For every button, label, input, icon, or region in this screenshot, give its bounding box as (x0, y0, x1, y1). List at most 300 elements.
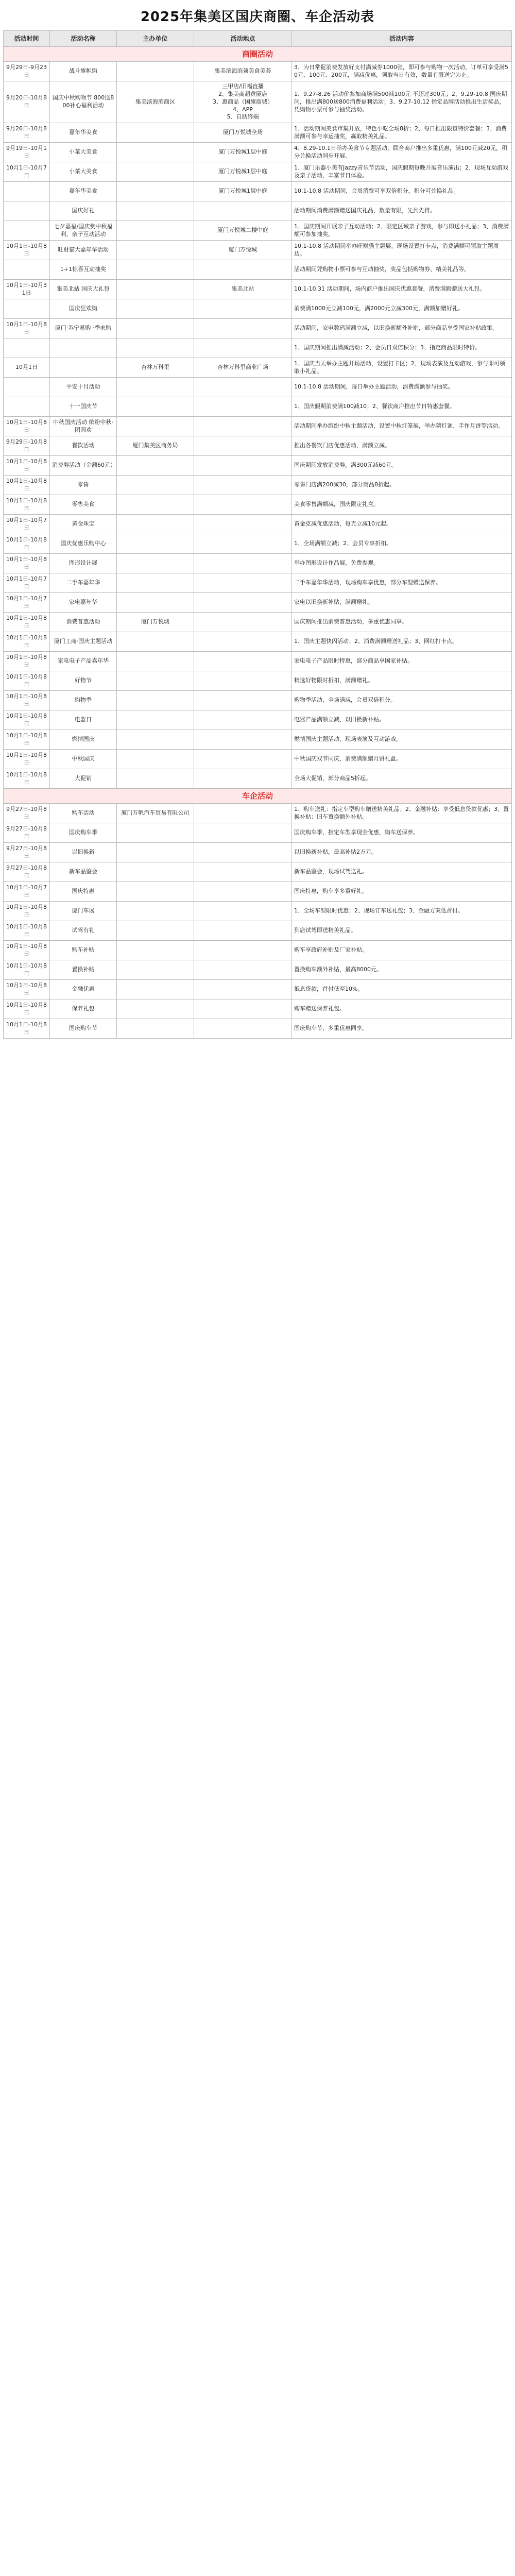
cell-time: 10月1日-10月8日 (4, 652, 50, 671)
cell-content: 10.1-10.8 活动期间，会员消费可享双倍积分，积分可兑换礼品。 (292, 182, 512, 201)
table-row (4, 862, 512, 882)
cell-content: 国庆购车季，指定车型享现金优惠，购车送保养。 (292, 823, 512, 843)
cell-org (117, 241, 194, 260)
cell-org: 厦门万悦城 (117, 613, 194, 632)
cell-time: 9月27日-10月8日 (4, 804, 50, 823)
cell-place (194, 902, 292, 921)
cell-place (194, 299, 292, 319)
cell-org (117, 182, 194, 201)
table-row (4, 81, 512, 123)
cell-time: 10月1日-10月8日 (4, 319, 50, 338)
cell-time: 10月1日-10月8日 (4, 613, 50, 632)
header-name: 活动名称 (50, 31, 117, 47)
cell-time: 10月1日-10月8日 (4, 241, 50, 260)
cell-org (117, 476, 194, 495)
table-row (4, 652, 512, 671)
cell-name: 国庆特惠 (50, 882, 117, 902)
cell-name (50, 358, 117, 378)
cell-name: 零售美食 (50, 495, 117, 515)
cell-place (194, 750, 292, 769)
cell-time: 10月1日-10月8日 (4, 554, 50, 573)
cell-content: 购物季活动，全场满减，会员双倍积分。 (292, 691, 512, 710)
cell-org (117, 456, 194, 476)
table-row (4, 710, 512, 730)
cell-name: 零售 (50, 476, 117, 495)
cell-content: 推出各餐饮门店优惠活动，满额立减。 (292, 436, 512, 456)
cell-content: 举办图形设计作品展，免费参观。 (292, 554, 512, 573)
cell-time: 9月27日-10月8日 (4, 862, 50, 882)
cell-name: 消费普惠活动 (50, 613, 117, 632)
cell-name: 电器日 (50, 710, 117, 730)
table-row (4, 613, 512, 632)
page-title: 2025年集美区国庆商圈、车企活动表 (140, 9, 375, 25)
cell-place (194, 534, 292, 554)
cell-org (117, 823, 194, 843)
cell-org (117, 882, 194, 902)
cell-time: 10月1日-10月8日 (4, 902, 50, 921)
cell-place (194, 652, 292, 671)
table-row (4, 902, 512, 921)
cell-content: 国庆购车节，多重优惠同享。 (292, 1019, 512, 1039)
cell-time: 10月1日-10月7日 (4, 882, 50, 902)
cell-content: 活动期间举办缤纷中秋主题活动，设置中秋灯笼展，举办猜灯谜、手作月饼等活动。 (292, 417, 512, 436)
header-time: 活动时间 (4, 31, 50, 47)
cell-name: 图形设计展 (50, 554, 117, 573)
cell-content: 1、全场车型限时优惠；2、现场订车送礼包；3、金融方案低首付。 (292, 902, 512, 921)
cell-time (4, 378, 50, 397)
cell-name: 燃情国庆 (50, 730, 117, 750)
cell-time: 10月1日-10月8日 (4, 632, 50, 652)
table-row (4, 280, 512, 299)
cell-content: 10.1-10.8 活动期间举办旺财猫主题展，现场设置打卡点，消费满额可领取主题周边。 (292, 241, 512, 260)
cell-name: 保养礼包 (50, 999, 117, 1019)
cell-place (194, 397, 292, 417)
cell-time: 9月27日-10月8日 (4, 843, 50, 862)
cell-name: 黄金珠宝 (50, 515, 117, 534)
cell-org: 厦门万帆汽车贸易有限公司 (117, 804, 194, 823)
cell-place (194, 554, 292, 573)
cell-time: 10月1日-10月7日 (4, 593, 50, 613)
cell-content: 消费满1000元立减100元，满2000元立减300元，满额加赠好礼。 (292, 299, 512, 319)
cell-org (117, 921, 194, 941)
cell-org (117, 862, 194, 882)
cell-org (117, 671, 194, 691)
table-row (4, 593, 512, 613)
cell-name: 集美北站 国庆大礼包 (50, 280, 117, 299)
cell-content: 新车品鉴会，现场试驾送礼。 (292, 862, 512, 882)
cell-org (117, 162, 194, 182)
table-row (4, 999, 512, 1019)
cell-content: 到店试驾即送精美礼品。 (292, 921, 512, 941)
cell-name: 厦门·苏宁易购 ·季末购 (50, 319, 117, 338)
cell-time: 10月1日-10月8日 (4, 980, 50, 999)
cell-content: 1、活动期间美食市集开放，特色小吃全场8折；2、每日推出限量特价套餐；3、消费满额可参与幸运抽奖，赢取精美礼品。 (292, 123, 512, 143)
cell-org (117, 495, 194, 515)
cell-org (117, 750, 194, 769)
table-row (4, 882, 512, 902)
cell-content: 燃情国庆主题活动，现场表演及互动游戏。 (292, 730, 512, 750)
cell-content: 1、国庆当天举办主题开场活动，设置打卡区；2、现场表演及互动游戏，参与即可领取小礼品。 (292, 358, 512, 378)
table-row (4, 201, 512, 221)
table-row (4, 515, 512, 534)
cell-time: 10月1日-10月7日 (4, 515, 50, 534)
cell-place (194, 710, 292, 730)
cell-name: 国庆好礼 (50, 201, 117, 221)
cell-name: 二手车嘉年华 (50, 573, 117, 593)
cell-time (4, 182, 50, 201)
cell-name: 战斗旗帜购 (50, 62, 117, 81)
cell-time (4, 299, 50, 319)
cell-content: 二手车嘉年华活动，现场购车享优惠，部分车型赠送保养。 (292, 573, 512, 593)
cell-place: 集美北站 (194, 280, 292, 299)
cell-place (194, 632, 292, 652)
cell-content: 1、国庆期间开展亲子互动活动；2、限定区域亲子游戏，参与即送小礼品；3、消费满额可参加抽奖。 (292, 221, 512, 241)
table-row (4, 143, 512, 162)
cell-content: 国庆期间发放消费券，满300元减60元。 (292, 456, 512, 476)
cell-name: 新车品鉴会 (50, 862, 117, 882)
cell-name: 厦门工商·国庆主题活动 (50, 632, 117, 652)
cell-place (194, 999, 292, 1019)
cell-org (117, 338, 194, 358)
cell-org (117, 534, 194, 554)
cell-org: 杏林万科里 (117, 358, 194, 378)
cell-place (194, 823, 292, 843)
cell-content: 3、为日常促消费发放好支付滿减券1000张，即可参与购物一次活动，订单可享受满50元、100元、200元，满减优惠，领取当日有效，数量有限送完为止。 (292, 62, 512, 81)
cell-time: 10月1日-10月8日 (4, 534, 50, 554)
cell-content: 黄金克减优惠活动，每克立减10元起。 (292, 515, 512, 534)
cell-org (117, 573, 194, 593)
cell-place (194, 921, 292, 941)
cell-name: 1+1惊喜互动抽奖 (50, 260, 117, 280)
cell-org (117, 201, 194, 221)
cell-org (117, 397, 194, 417)
cell-content: 活动期间凭购物小票可参与互动抽奖，奖品包括购物券、精美礼品等。 (292, 260, 512, 280)
cell-time: 10月1日-10月8日 (4, 999, 50, 1019)
cell-name: 国庆优惠乐购中心 (50, 534, 117, 554)
cell-time: 10月1日-10月8日 (4, 495, 50, 515)
table-row (4, 980, 512, 999)
table-row (4, 573, 512, 593)
cell-content: 1、厦门乐器小美有Jazzy音乐节活动，国庆假期每晚开展音乐演出；2、现场互动游戏及亲子活动，丰富节日体验。 (292, 162, 512, 182)
cell-name: 金融优惠 (50, 980, 117, 999)
cell-content: 1、9.27-8.26 活动价参加商场满500减100元 不超过300元；2、9.29-10.8 国庆期间，推出满800送800消费福利活动；3、9.27-10.12 指定品牌活动推出生活奖品，凭购物小票可参与抽奖活动。 (292, 81, 512, 123)
activity-table (3, 30, 512, 1039)
cell-org (117, 299, 194, 319)
table-row (4, 804, 512, 823)
table-row (4, 182, 512, 201)
cell-place (194, 882, 292, 902)
cell-name: 好物节 (50, 671, 117, 691)
cell-time: 10月1日-10月8日 (4, 769, 50, 789)
cell-org (117, 319, 194, 338)
cell-time: 10月1日-10月31日 (4, 280, 50, 299)
cell-name: 嘉年华美食 (50, 123, 117, 143)
table-header-row (4, 31, 512, 47)
cell-name: 嘉年华美食 (50, 182, 117, 201)
cell-place: 厦门万悦城1层中庭 (194, 143, 292, 162)
table-row (4, 417, 512, 436)
cell-time: 9月20日-10月8日 (4, 81, 50, 123)
cell-place: 集美滨海滨兼美食美荟 (194, 62, 292, 81)
cell-org (117, 999, 194, 1019)
cell-content: 活动期间消费满额赠送国庆礼品，数量有限，先到先得。 (292, 201, 512, 221)
cell-place (194, 941, 292, 960)
cell-org (117, 941, 194, 960)
cell-org (117, 691, 194, 710)
cell-content: 1、购车送礼：指定车型购车赠送精美礼品；2、金融补贴：享受低息贷款优惠；3、置换补贴：旧车置换额外补贴。 (292, 804, 512, 823)
cell-time (4, 221, 50, 241)
table-row (4, 843, 512, 862)
cell-place (194, 495, 292, 515)
table-row (4, 299, 512, 319)
cell-time: 10月1日-10月8日 (4, 417, 50, 436)
cell-name: 消费券活动（金额60元） (50, 456, 117, 476)
table-row (4, 554, 512, 573)
table-row (4, 456, 512, 476)
cell-content: 10.1-10.8 活动期间，每日举办主题活动，消费满额参与抽奖。 (292, 378, 512, 397)
cell-time: 10月1日-10月8日 (4, 476, 50, 495)
cell-time: 9月19日-10月1日 (4, 143, 50, 162)
table-row (4, 260, 512, 280)
cell-name (50, 338, 117, 358)
cell-name: 家电嘉年华 (50, 593, 117, 613)
cell-place: 厦门万悦城全场 (194, 123, 292, 143)
table-row (4, 941, 512, 960)
cell-name: 国庆购车节 (50, 1019, 117, 1039)
cell-org: 厦门集美区商务局 (117, 436, 194, 456)
cell-place: 杏林万科里商业广场 (194, 358, 292, 378)
cell-place (194, 613, 292, 632)
cell-time: 10月1日 (4, 358, 50, 378)
cell-place (194, 804, 292, 823)
cell-org (117, 902, 194, 921)
cell-org (117, 1019, 194, 1039)
cell-content: 中秋国庆双节同庆，消费满额赠月饼礼盒。 (292, 750, 512, 769)
cell-content: 1、国庆假期消费满100减10；2、餐饮商户推出节日特惠套餐。 (292, 397, 512, 417)
table-row (4, 221, 512, 241)
cell-place (194, 417, 292, 436)
table-row (4, 632, 512, 652)
cell-content: 1、国庆主题快闪活动；2、消费满额赠送礼品；3、网红打卡点。 (292, 632, 512, 652)
cell-name: 以旧换新 (50, 843, 117, 862)
cell-org (117, 417, 194, 436)
cell-org (117, 710, 194, 730)
cell-content: 以旧换新补贴，最高补贴2万元。 (292, 843, 512, 862)
section-label: 商圈活动 (4, 47, 512, 62)
cell-org (117, 554, 194, 573)
table-row (4, 534, 512, 554)
cell-place (194, 436, 292, 456)
cell-place (194, 573, 292, 593)
table-row (4, 162, 512, 182)
cell-org (117, 769, 194, 789)
cell-org (117, 62, 194, 81)
cell-place (194, 1019, 292, 1039)
cell-time (4, 338, 50, 358)
table-row (4, 1019, 512, 1039)
cell-place (194, 691, 292, 710)
cell-content: 零售门店满200减30，部分商品8折起。 (292, 476, 512, 495)
table-row (4, 960, 512, 980)
cell-time: 10月1日-10月8日 (4, 710, 50, 730)
cell-time: 9月29日-9月23日 (4, 62, 50, 81)
cell-place (194, 960, 292, 980)
cell-time: 9月27日-10月8日 (4, 823, 50, 843)
cell-name: 小菜大美食 (50, 143, 117, 162)
cell-place (194, 593, 292, 613)
cell-time: 10月1日-10月8日 (4, 691, 50, 710)
cell-content: 置换购车额外补贴，最高8000元。 (292, 960, 512, 980)
table-row (4, 62, 512, 81)
cell-content: 国庆特惠，购车享多重好礼。 (292, 882, 512, 902)
cell-place (194, 338, 292, 358)
table-row (4, 823, 512, 843)
cell-org (117, 593, 194, 613)
table-row (4, 671, 512, 691)
cell-place (194, 980, 292, 999)
cell-place: 厦门万悦城1层中庭 (194, 182, 292, 201)
cell-name: 十一国庆节 (50, 397, 117, 417)
cell-place (194, 378, 292, 397)
table-row (4, 436, 512, 456)
section-row (4, 47, 512, 62)
cell-name: 平安十月活动 (50, 378, 117, 397)
table-row (4, 495, 512, 515)
cell-org (117, 123, 194, 143)
cell-content: 10.1-10.31 活动期间，场内商户推出国庆优惠套餐，消费满额赠送大礼包。 (292, 280, 512, 299)
section-row (4, 789, 512, 804)
cell-org (117, 280, 194, 299)
cell-content: 电器产品满额立减，以旧换新补贴。 (292, 710, 512, 730)
cell-name: 大促销 (50, 769, 117, 789)
header-org: 主办单位 (117, 31, 194, 47)
cell-time: 10月1日-10月7日 (4, 162, 50, 182)
cell-name: 置换补贴 (50, 960, 117, 980)
cell-time: 9月29日-10月8日 (4, 436, 50, 456)
cell-place (194, 476, 292, 495)
cell-content: 国庆期间推出消费普惠活动，多重优惠同享。 (292, 613, 512, 632)
table-row (4, 319, 512, 338)
cell-content: 购车享政府补贴及厂家补贴。 (292, 941, 512, 960)
table-row (4, 769, 512, 789)
cell-time: 10月1日-10月8日 (4, 921, 50, 941)
cell-org (117, 260, 194, 280)
cell-time (4, 397, 50, 417)
cell-time: 10月1日-10月8日 (4, 750, 50, 769)
cell-org (117, 730, 194, 750)
cell-org (117, 221, 194, 241)
table-row (4, 378, 512, 397)
cell-content: 全场大促销，部分商品5折起。 (292, 769, 512, 789)
cell-org: 集美滨海滨商区 (117, 81, 194, 123)
cell-org (117, 980, 194, 999)
cell-content: 购车赠送保养礼包。 (292, 999, 512, 1019)
header-place: 活动地点 (194, 31, 292, 47)
cell-content: 家电电子产品限时特惠，部分商品享国家补贴。 (292, 652, 512, 671)
cell-name: 购车活动 (50, 804, 117, 823)
cell-name: 中秋国庆 (50, 750, 117, 769)
cell-place (194, 769, 292, 789)
table-body (4, 47, 512, 1039)
table-row (4, 123, 512, 143)
cell-place: 三甲店/旧福直播 2、集美商超黄厦店 3、惠商品（国旗商城） 4、APP 5、自助终端 (194, 81, 292, 123)
table-row (4, 241, 512, 260)
table-row (4, 338, 512, 358)
cell-content: 活动期间，家电数码满额立减，以旧换新额外补贴，部分商品享受国家补贴政策。 (292, 319, 512, 338)
cell-place: 厦门万悦城1层中庭 (194, 162, 292, 182)
cell-place (194, 456, 292, 476)
cell-org (117, 652, 194, 671)
table-row (4, 921, 512, 941)
cell-content: 4、8.29-10.1日举办美食节专题活动，联合商户推出多重优惠，满100元减20元，积分兑换活动同步开展。 (292, 143, 512, 162)
cell-name: 试驾有礼 (50, 921, 117, 941)
section-label: 车企活动 (4, 789, 512, 804)
cell-time: 10月1日-10月8日 (4, 456, 50, 476)
cell-org (117, 632, 194, 652)
cell-place (194, 862, 292, 882)
cell-time: 10月1日-10月8日 (4, 730, 50, 750)
cell-name: 旺财猫大嘉年华活动 (50, 241, 117, 260)
cell-content: 1、全场满额立减；2、会员专享折扣。 (292, 534, 512, 554)
cell-place (194, 730, 292, 750)
cell-name: 购车补贴 (50, 941, 117, 960)
cell-time: 10月1日-10月7日 (4, 573, 50, 593)
cell-content: 低息贷款，首付低至10%。 (292, 980, 512, 999)
cell-place (194, 843, 292, 862)
cell-content: 家电以旧换新补贴，满额赠礼。 (292, 593, 512, 613)
cell-org (117, 843, 194, 862)
cell-place (194, 671, 292, 691)
cell-place: 厦门万悦城二楼中庭 (194, 221, 292, 241)
cell-org (117, 960, 194, 980)
table-row (4, 358, 512, 378)
cell-org (117, 378, 194, 397)
cell-place (194, 260, 292, 280)
cell-name: 购物季 (50, 691, 117, 710)
cell-name: 七夕嘉福/国庆赏中秋福利、亲子互动活动 (50, 221, 117, 241)
table-row (4, 397, 512, 417)
cell-time (4, 201, 50, 221)
cell-place: 厦门万悦城 (194, 241, 292, 260)
cell-time (4, 260, 50, 280)
cell-content: 精选好物限时折扣，满额赠礼。 (292, 671, 512, 691)
cell-name: 厦门车展 (50, 902, 117, 921)
cell-time: 10月1日-10月8日 (4, 671, 50, 691)
page (0, 0, 515, 1044)
cell-time: 10月1日-10月8日 (4, 960, 50, 980)
cell-name: 家电电子产品嘉年华 (50, 652, 117, 671)
cell-name: 中秋国庆活动 缤纷中秋·团圆欢 (50, 417, 117, 436)
cell-place (194, 515, 292, 534)
cell-name: 国庆购车季 (50, 823, 117, 843)
table-row (4, 750, 512, 769)
table-row (4, 476, 512, 495)
cell-name: 小菜大美食 (50, 162, 117, 182)
cell-place (194, 201, 292, 221)
cell-time: 10月1日-10月8日 (4, 941, 50, 960)
cell-org (117, 143, 194, 162)
cell-content: 1、国庆期间推出满减活动；2、会员日双倍积分；3、指定商品限时特价。 (292, 338, 512, 358)
cell-name: 国庆狂欢购 (50, 299, 117, 319)
cell-time: 9月26日-10月8日 (4, 123, 50, 143)
cell-name: 国庆中秋购物节 800送800补心福利活动 (50, 81, 117, 123)
table-row (4, 691, 512, 710)
cell-time: 10月1日-10月8日 (4, 1019, 50, 1039)
header-content: 活动内容 (292, 31, 512, 47)
cell-name: 餐饮活动 (50, 436, 117, 456)
cell-place (194, 319, 292, 338)
cell-org (117, 515, 194, 534)
